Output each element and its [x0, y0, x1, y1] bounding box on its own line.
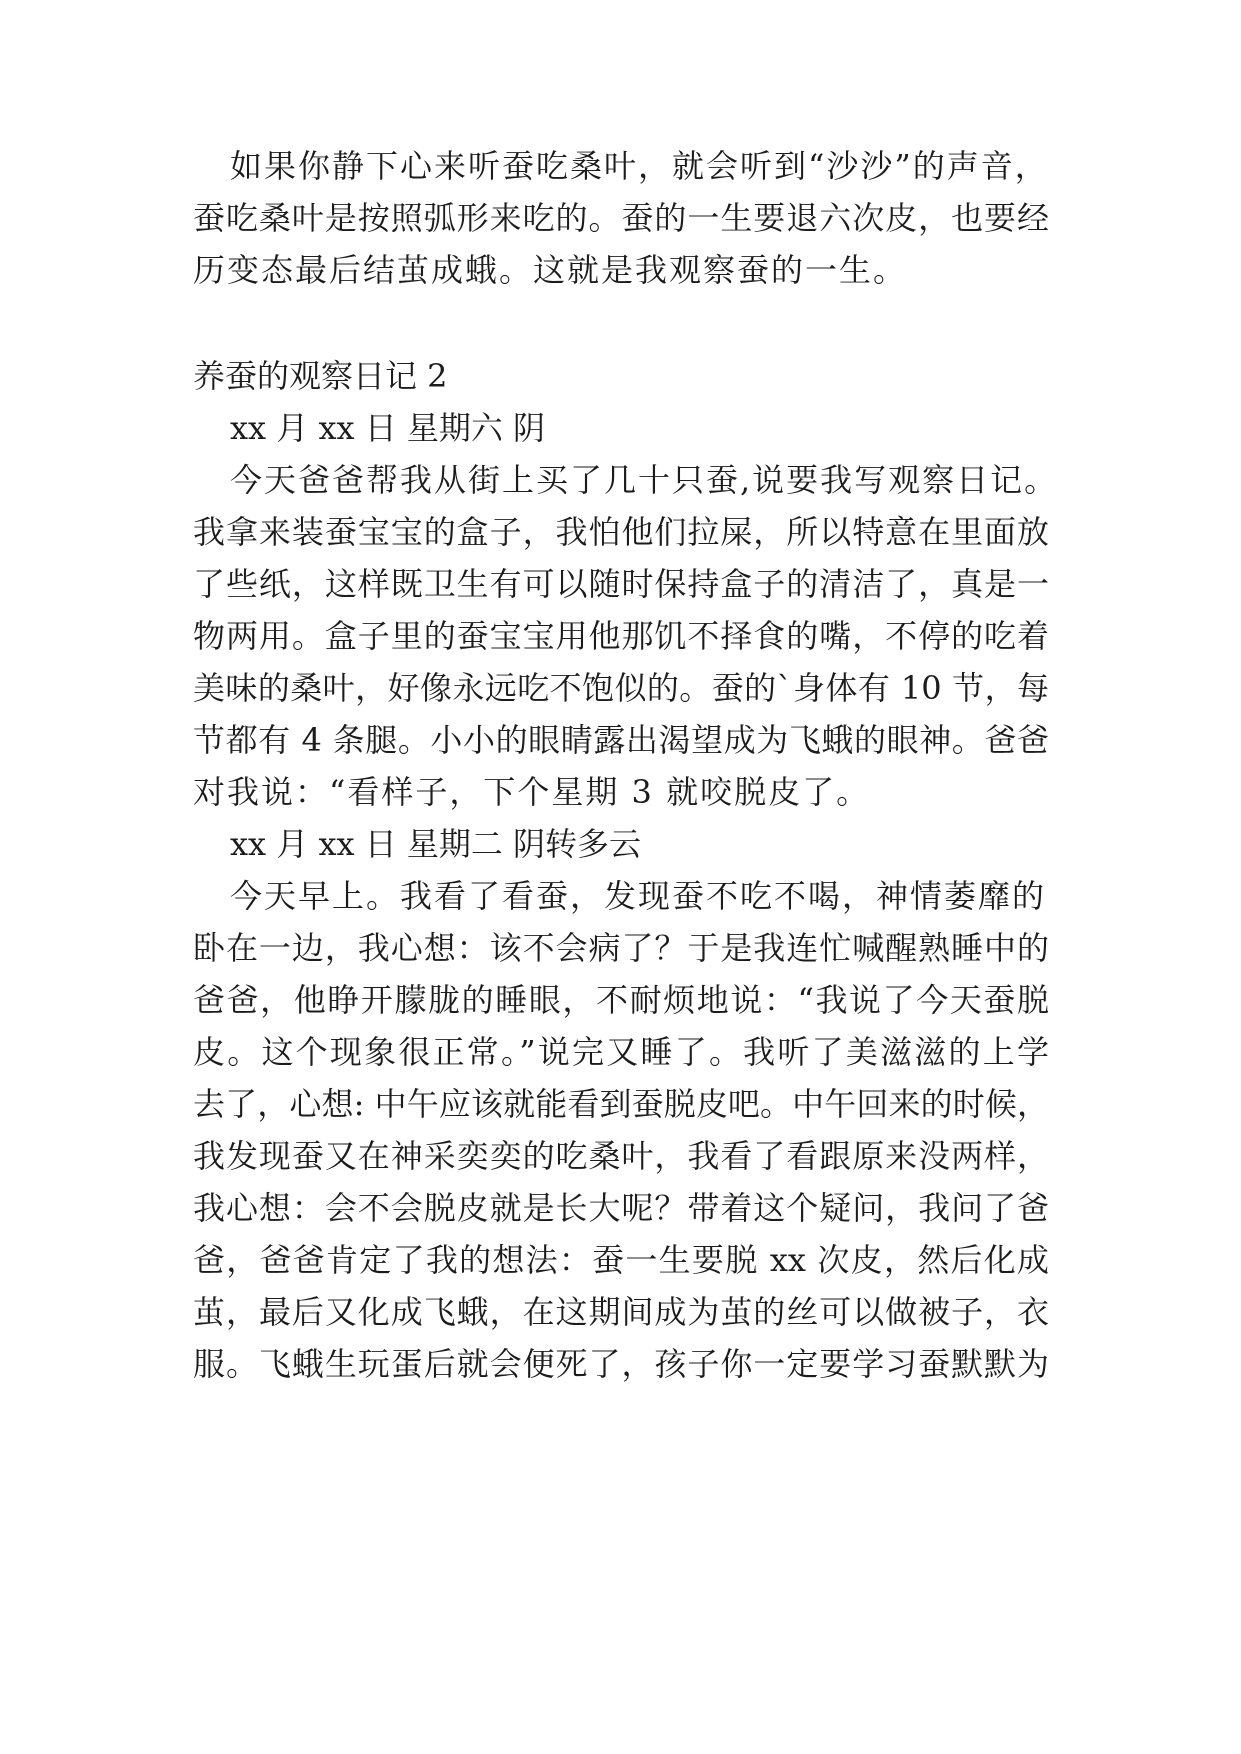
- paragraph-line: 蚕吃桑叶是按照弧形来吃的。蚕的一生要退六次皮，也要经: [193, 199, 1049, 237]
- entry-date-line: xx 月 xx 日 星期六 阴: [230, 409, 546, 447]
- entry-line: 美味的桑叶，好像永远吃不饱似的。蚕的`身体有 10 节，每: [193, 669, 1049, 707]
- entry-line: 节都有 4 条腿。小小的眼睛露出渴望成为飞蛾的眼神。爸爸: [193, 721, 1049, 759]
- entry-line: 了些纸，这样既卫生有可以随时保持盒子的清洁了，真是一: [193, 565, 1049, 603]
- entry-line: 服。飞蛾生玩蛋后就会便死了，孩子你一定要学习蚕默默为: [193, 1345, 1049, 1383]
- section-title: 养蚕的观察日记 2: [193, 357, 448, 395]
- entry-line: 今天爸爸帮我从街上买了几十只蚕,说要我写观察日记。: [230, 461, 1059, 499]
- entry-line: 茧，最后又化成飞蛾，在这期间成为茧的丝可以做被子，衣: [193, 1293, 1049, 1331]
- entry-line: 爸爸，他睁开朦胧的睡眼，不耐烦地说：“我说了今天蚕脱: [193, 981, 1049, 1019]
- paragraph-line: 如果你静下心来听蚕吃桑叶，就会听到“沙沙”的声音，: [230, 147, 1049, 185]
- entry-line: 今天早上。我看了看蚕，发现蚕不吃不喝，神情萎靡的: [230, 877, 1047, 915]
- entry-line: 爸，爸爸肯定了我的想法：蚕一生要脱 xx 次皮，然后化成: [193, 1241, 1049, 1279]
- entry-line: 我发现蚕又在神采奕奕的吃桑叶，我看了看跟原来没两样，: [193, 1137, 1049, 1175]
- entry-line: 去了，心想: 中午应该就能看到蚕脱皮吧。中午回来的时候，: [193, 1085, 1049, 1123]
- entry-line: 我拿来装蚕宝宝的盒子，我怕他们拉屎，所以特意在里面放: [193, 513, 1049, 551]
- entry-line: 皮。这个现象很正常。”说完又睡了。我听了美滋滋的上学: [193, 1033, 1049, 1071]
- entry-line: 我心想：会不会脱皮就是长大呢？带着这个疑问，我问了爸: [193, 1189, 1049, 1227]
- paragraph-line: 历变态最后结茧成蛾。这就是我观察蚕的一生。: [193, 251, 908, 289]
- entry-line: 卧在一边，我心想：该不会病了？于是我连忙喊醒熟睡中的: [193, 929, 1049, 967]
- entry-line: 对我说：“看样子，下个星期 3 就咬脱皮了。: [193, 773, 871, 811]
- entry-date-line: xx 月 xx 日 星期二 阴转多云: [230, 825, 642, 863]
- entry-line: 物两用。盒子里的蚕宝宝用他那饥不择食的嘴，不停的吃着: [193, 617, 1049, 655]
